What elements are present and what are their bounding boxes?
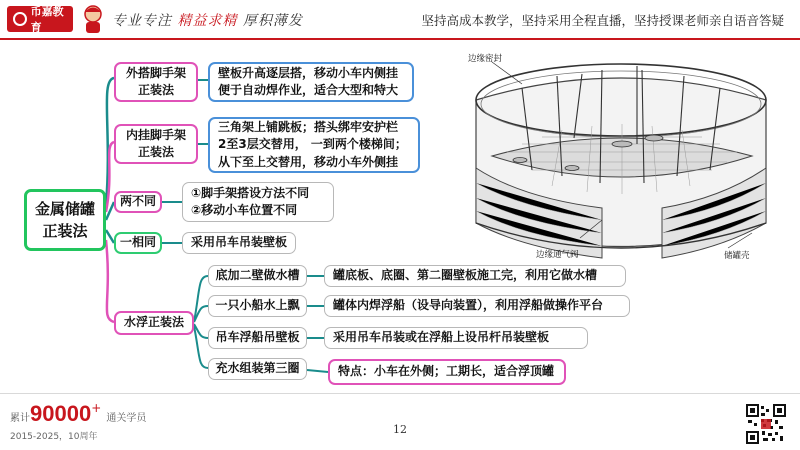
footer-stats: [10, 401, 146, 442]
mindmap-root: [24, 189, 106, 251]
root-label: 金属储罐 正装法: [34, 199, 95, 240]
water-item-4-detail: [328, 359, 566, 385]
detail-two-differences: [182, 182, 334, 222]
footer-plus: +: [91, 401, 102, 415]
qr-code-icon[interactable]: [746, 404, 786, 444]
water-item-3-label: 吊车浮船吊壁板: [215, 330, 300, 345]
logo-text: 币嘉教育: [30, 5, 64, 34]
header-tagline: 坚持高成本教学，坚持采用全程直播，坚持授课老师亲自语音答疑: [421, 13, 784, 28]
water-item-3-detail: [324, 327, 588, 349]
detail-one-same-text: 采用吊车吊装壁板: [191, 235, 288, 250]
water-item-1-detail-text: 罐底板、底圈、第二圈壁板施工完，利用它做水槽: [333, 268, 598, 283]
water-item-3-detail-text: 采用吊车吊装或在浮船上设吊杆吊装壁板: [333, 330, 550, 345]
branch-inner-scaffold-label: 内挂脚手架 正装法: [125, 127, 186, 159]
detail-outer-scaffold-text: 壁板升高逐层搭，移动小车内侧挂 便于自动焊作业，适合大型和特大: [218, 65, 399, 97]
water-item-4-detail-text: 特点：小车在外侧；工期长，适合浮顶罐: [338, 364, 555, 379]
water-item-1-label: 底加二壁做水槽: [215, 268, 300, 283]
branch-water-float-label: 水浮正装法: [123, 315, 184, 330]
page-number: 12: [393, 423, 407, 436]
branch-two-differences-label: 两不同: [119, 194, 156, 209]
water-item-4-label: 充水组装第三圈: [215, 361, 300, 376]
tank-illustration: [462, 48, 780, 273]
detail-one-same: [182, 232, 296, 254]
connector-water-sub1: [194, 276, 208, 322]
detail-inner-scaffold: [208, 117, 420, 173]
footer-count: 90000: [30, 401, 92, 426]
branch-one-same-label: 一相同: [119, 235, 156, 250]
water-item-2-label: 一只小船水上飘: [215, 298, 300, 313]
branch-one-same: [114, 232, 162, 254]
branch-outer-scaffold-label: 外搭脚手架 正装法: [125, 65, 186, 97]
water-item-1: [208, 265, 307, 287]
water-item-2: [208, 295, 307, 317]
tank-label-vent-valve: 边缘通气阀: [536, 250, 579, 260]
water-item-3: [208, 327, 307, 349]
tank-label-rim-seal: 边缘密封: [468, 54, 503, 64]
detail-inner-scaffold-text: 三角架上铺跳板；搭头绑牢安护栏 2至3层交替用， 一到两个楼梯间； 从下至上交替用，移动小车外侧挂: [218, 119, 407, 169]
connector-water-sub4: [194, 326, 208, 368]
footer-prefix: 累计: [10, 413, 30, 424]
slogan-part-1: 专业专注: [112, 13, 172, 29]
footer-suffix: 通关学员: [106, 413, 147, 424]
connector-sub4-detail: [307, 370, 328, 372]
footer-years: 2015-2025，10周年: [10, 432, 98, 442]
water-item-4: [208, 358, 307, 380]
detail-outer-scaffold: [208, 62, 414, 102]
footer-divider: [0, 393, 800, 394]
branch-outer-scaffold: [114, 62, 198, 102]
water-item-2-detail-text: 罐体内焊浮船（设导向装置），利用浮船做操作平台: [333, 298, 604, 313]
branch-inner-scaffold: [114, 124, 198, 164]
branch-water-float: [114, 311, 194, 335]
slogan-part-2: 精益求精: [177, 13, 238, 29]
connector-root-water: [106, 240, 114, 322]
branch-two-differences: [114, 191, 162, 213]
tank-label-tank-shell: 储罐壳: [724, 251, 750, 261]
slogan-part-3: 厚积薄发: [242, 13, 303, 29]
detail-two-differences-text: ①脚手架搭设方法不同 ②移动小车位置不同: [191, 185, 310, 217]
floating-roof-tank-drawing: [462, 48, 780, 273]
water-item-2-detail: [324, 295, 630, 317]
